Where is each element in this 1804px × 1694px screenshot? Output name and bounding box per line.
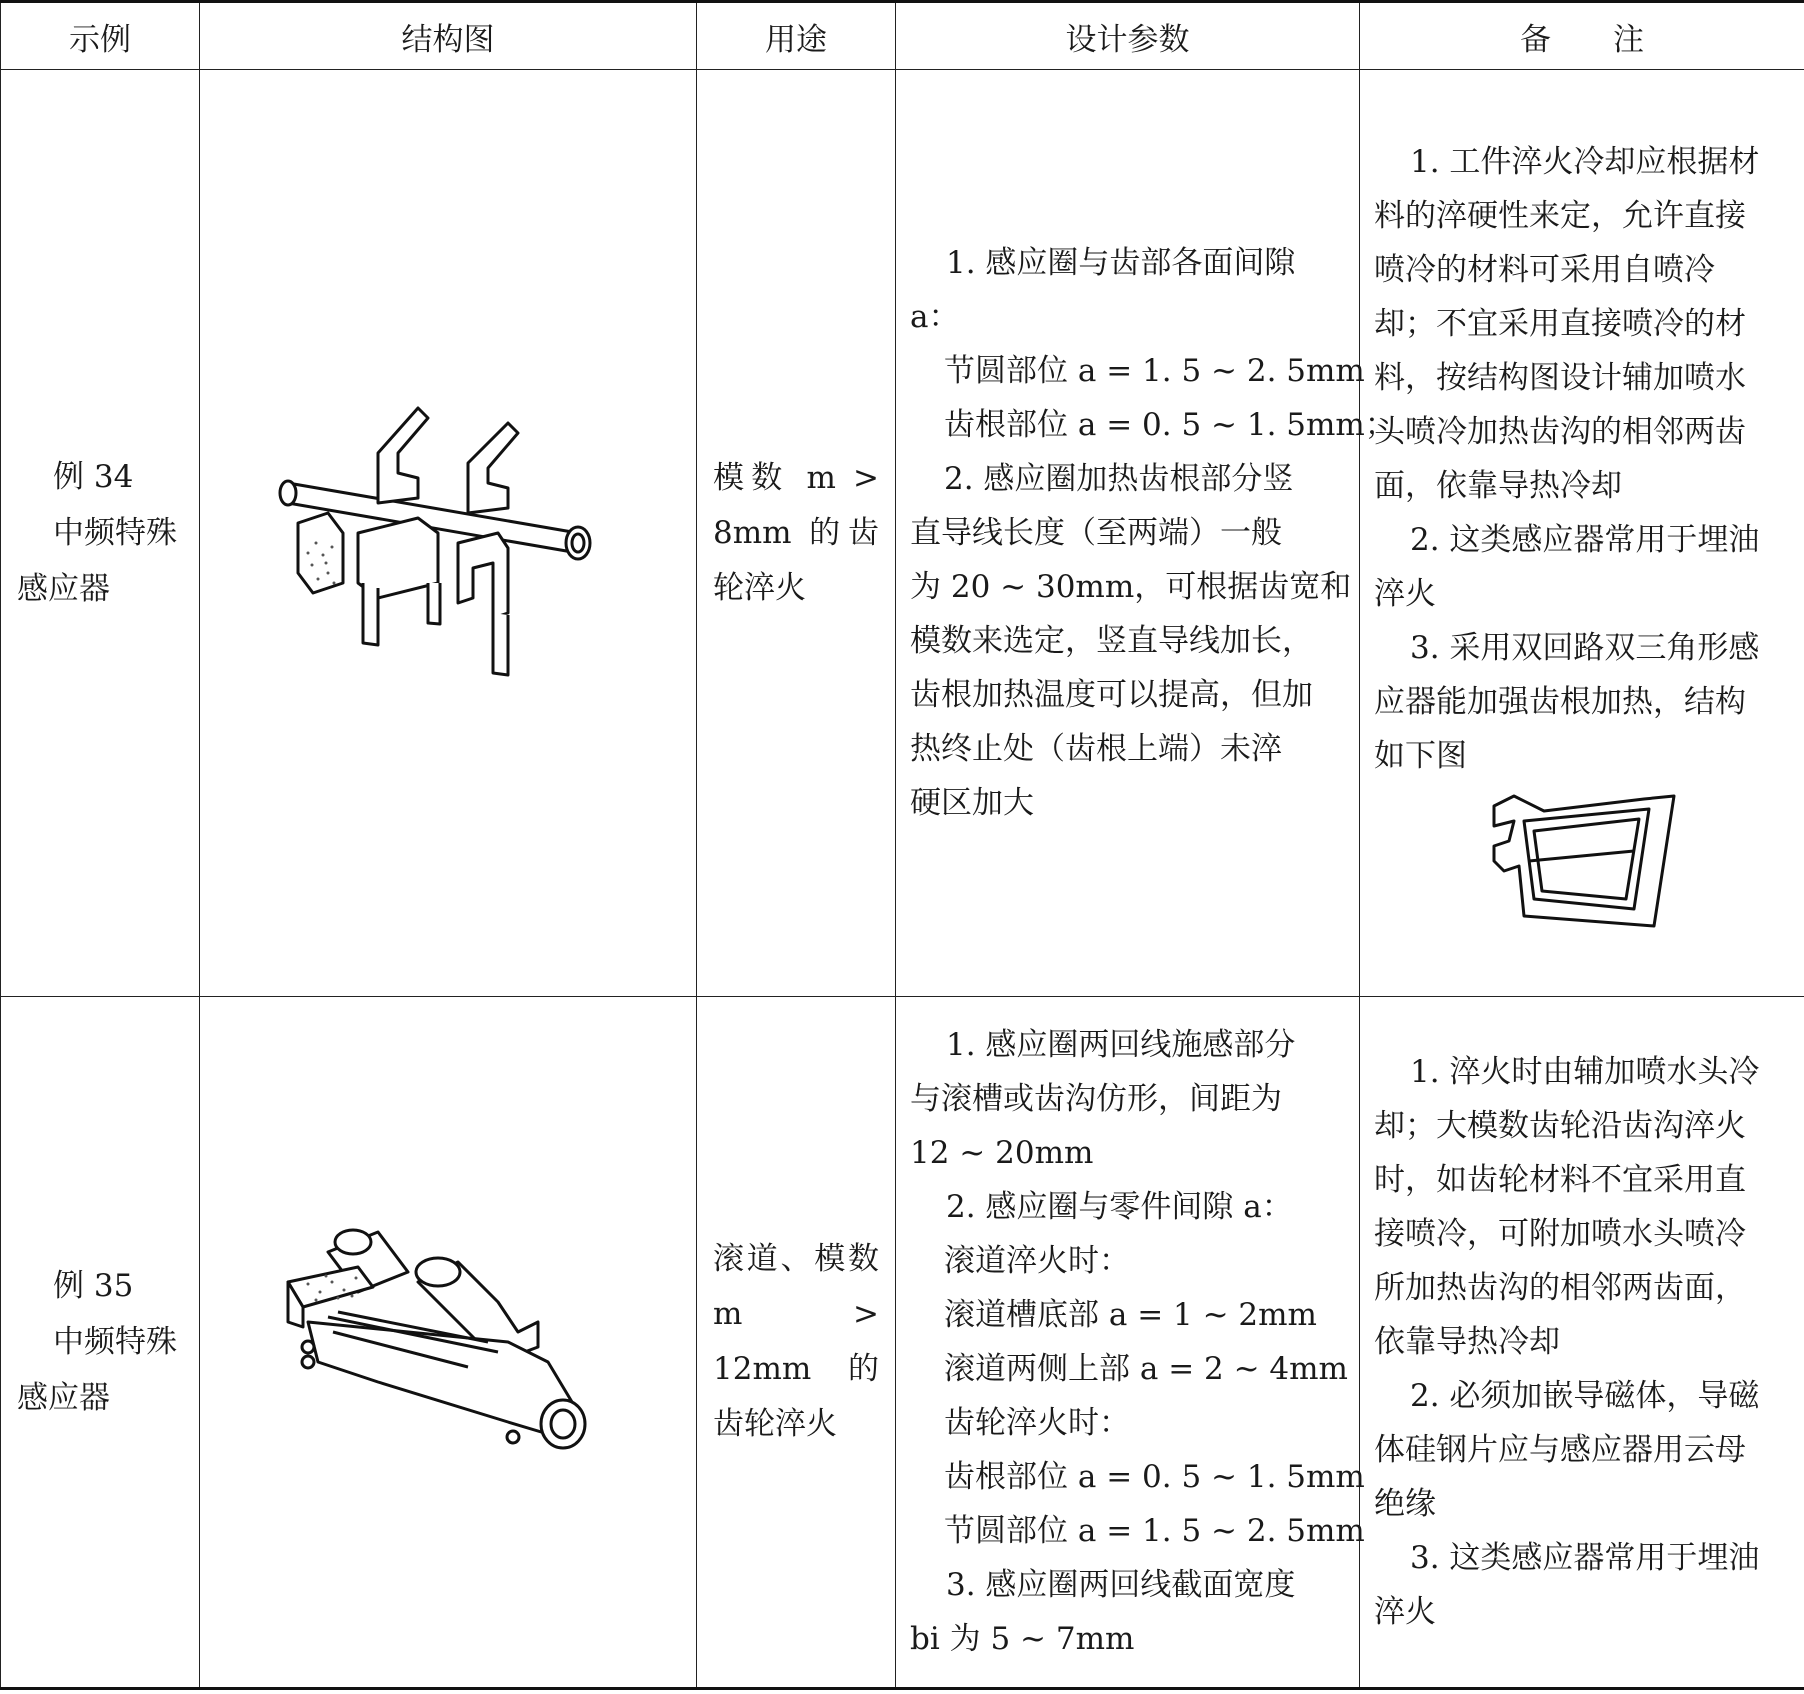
param-line: 节圆部位 a = 1. 5 ~ 2. 5mm bbox=[944, 1513, 1365, 1549]
header-structure: 结构图 bbox=[200, 2, 697, 70]
param-line: 滚道槽底部 a = 1 ~ 2mm bbox=[944, 1297, 1317, 1333]
use-cell: 滚道、模数 m > 12mm 的齿轮淬火 bbox=[697, 997, 896, 1689]
inductor-35-figure bbox=[268, 1212, 628, 1472]
param-line: 与滚槽或齿沟仿形，间距为 bbox=[910, 1081, 1282, 1117]
note-line: 应器能加强齿根加热，结构 bbox=[1374, 684, 1746, 720]
example-number: 例 35 bbox=[53, 1268, 134, 1304]
params-cell bbox=[896, 70, 1396, 997]
inductor-34-figure bbox=[268, 383, 628, 683]
header-row bbox=[1, 2, 1804, 70]
param-line: 齿轮淬火时： bbox=[944, 1405, 1130, 1441]
param-line: 滚道两侧上部 a = 2 ~ 4mm bbox=[944, 1351, 1348, 1387]
params-cell bbox=[896, 997, 1365, 1689]
notes-cell bbox=[1360, 70, 1804, 997]
param-line: a： bbox=[910, 299, 960, 335]
note-line: 1. 淬火时由辅加喷水头冷 bbox=[1410, 1054, 1760, 1090]
param-line: 齿根部位 a = 0. 5 ~ 1. 5mm； bbox=[944, 407, 1396, 443]
example-type-cont: 感应器 bbox=[17, 1380, 110, 1416]
param-line: 硬区加大 bbox=[910, 785, 1034, 821]
note-line: 依靠导热冷却 bbox=[1374, 1324, 1560, 1360]
note-line: 料的淬硬性来定，允许直接 bbox=[1374, 198, 1746, 234]
header-use: 用途 bbox=[697, 2, 896, 70]
note-line: 1. 工件淬火冷却应根据材 bbox=[1410, 144, 1760, 180]
note-line: 2. 这类感应器常用于埋油 bbox=[1410, 522, 1760, 558]
example-type: 中频特殊 bbox=[53, 1324, 177, 1360]
note-line: 淬火 bbox=[1374, 1594, 1436, 1630]
use-cell: 模数 m > 8mm 的齿轮淬火 bbox=[697, 70, 896, 997]
param-line: 2. 感应圈与零件间隙 a： bbox=[946, 1189, 1293, 1225]
param-line: bi 为 5 ~ 7mm bbox=[910, 1621, 1135, 1657]
note-line: 喷冷的材料可采用自喷冷 bbox=[1374, 252, 1715, 288]
param-line: 为 20 ~ 30mm，可根据齿宽和 bbox=[910, 569, 1352, 605]
note-line: 3. 采用双回路双三角形感 bbox=[1410, 630, 1760, 666]
note-line: 头喷冷加热齿沟的相邻两齿 bbox=[1374, 414, 1746, 450]
note-line: 体硅钢片应与感应器用云母 bbox=[1374, 1432, 1746, 1468]
double-triangle-inductor-figure bbox=[1484, 791, 1684, 931]
note-line: 却；不宜采用直接喷冷的材 bbox=[1374, 306, 1746, 342]
param-line: 节圆部位 a = 1. 5 ~ 2. 5mm bbox=[944, 353, 1365, 389]
param-line: 齿根加热温度可以提高，但加 bbox=[910, 677, 1313, 713]
param-line: 直导线长度（至两端）一般 bbox=[910, 515, 1282, 551]
param-line: 1. 感应圈与齿部各面间隙 bbox=[946, 245, 1296, 281]
example-cell bbox=[1, 70, 200, 997]
table-row bbox=[1, 70, 1804, 997]
example-cell bbox=[1, 997, 200, 1689]
param-line: 2. 感应圈加热齿根部分竖 bbox=[944, 461, 1294, 497]
param-line: 12 ~ 20mm bbox=[910, 1135, 1094, 1171]
note-line: 所加热齿沟的相邻两齿面， bbox=[1374, 1270, 1746, 1306]
table-row bbox=[1, 997, 1804, 1689]
param-line: 3. 感应圈两回线截面宽度 bbox=[946, 1567, 1296, 1603]
structure-figure-cell bbox=[200, 70, 697, 997]
note-line: 2. 必须加嵌导磁体，导磁 bbox=[1410, 1378, 1760, 1414]
header-params: 设计参数 bbox=[896, 2, 1360, 70]
example-type-cont: 感应器 bbox=[17, 571, 110, 607]
notes-cell bbox=[1360, 997, 1804, 1689]
note-line: 绝缘 bbox=[1374, 1486, 1436, 1522]
structure-figure-cell bbox=[200, 997, 697, 1689]
param-line: 滚道淬火时： bbox=[944, 1243, 1130, 1279]
note-line: 如下图 bbox=[1374, 738, 1467, 774]
note-line: 接喷冷，可附加喷水头喷冷 bbox=[1374, 1216, 1746, 1252]
param-line: 1. 感应圈两回线施感部分 bbox=[946, 1027, 1296, 1063]
param-line: 模数来选定，竖直导线加长， bbox=[910, 623, 1313, 659]
header-notes: 备 注 bbox=[1360, 2, 1804, 70]
example-type: 中频特殊 bbox=[53, 515, 177, 551]
param-line: 热终止处（齿根上端）未淬 bbox=[910, 731, 1282, 767]
note-line: 3. 这类感应器常用于埋油 bbox=[1410, 1540, 1760, 1576]
param-line: 齿根部位 a = 0. 5 ~ 1. 5mm bbox=[944, 1459, 1365, 1495]
note-line: 料，按结构图设计辅加喷水 bbox=[1374, 360, 1746, 396]
header-example: 示例 bbox=[1, 2, 200, 70]
example-number: 例 34 bbox=[53, 459, 134, 495]
note-line: 时，如齿轮材料不宜采用直 bbox=[1374, 1162, 1746, 1198]
note-line: 淬火 bbox=[1374, 576, 1436, 612]
note-line: 却；大模数齿轮沿齿沟淬火 bbox=[1374, 1108, 1746, 1144]
note-line: 面，依靠导热冷却 bbox=[1374, 468, 1622, 504]
